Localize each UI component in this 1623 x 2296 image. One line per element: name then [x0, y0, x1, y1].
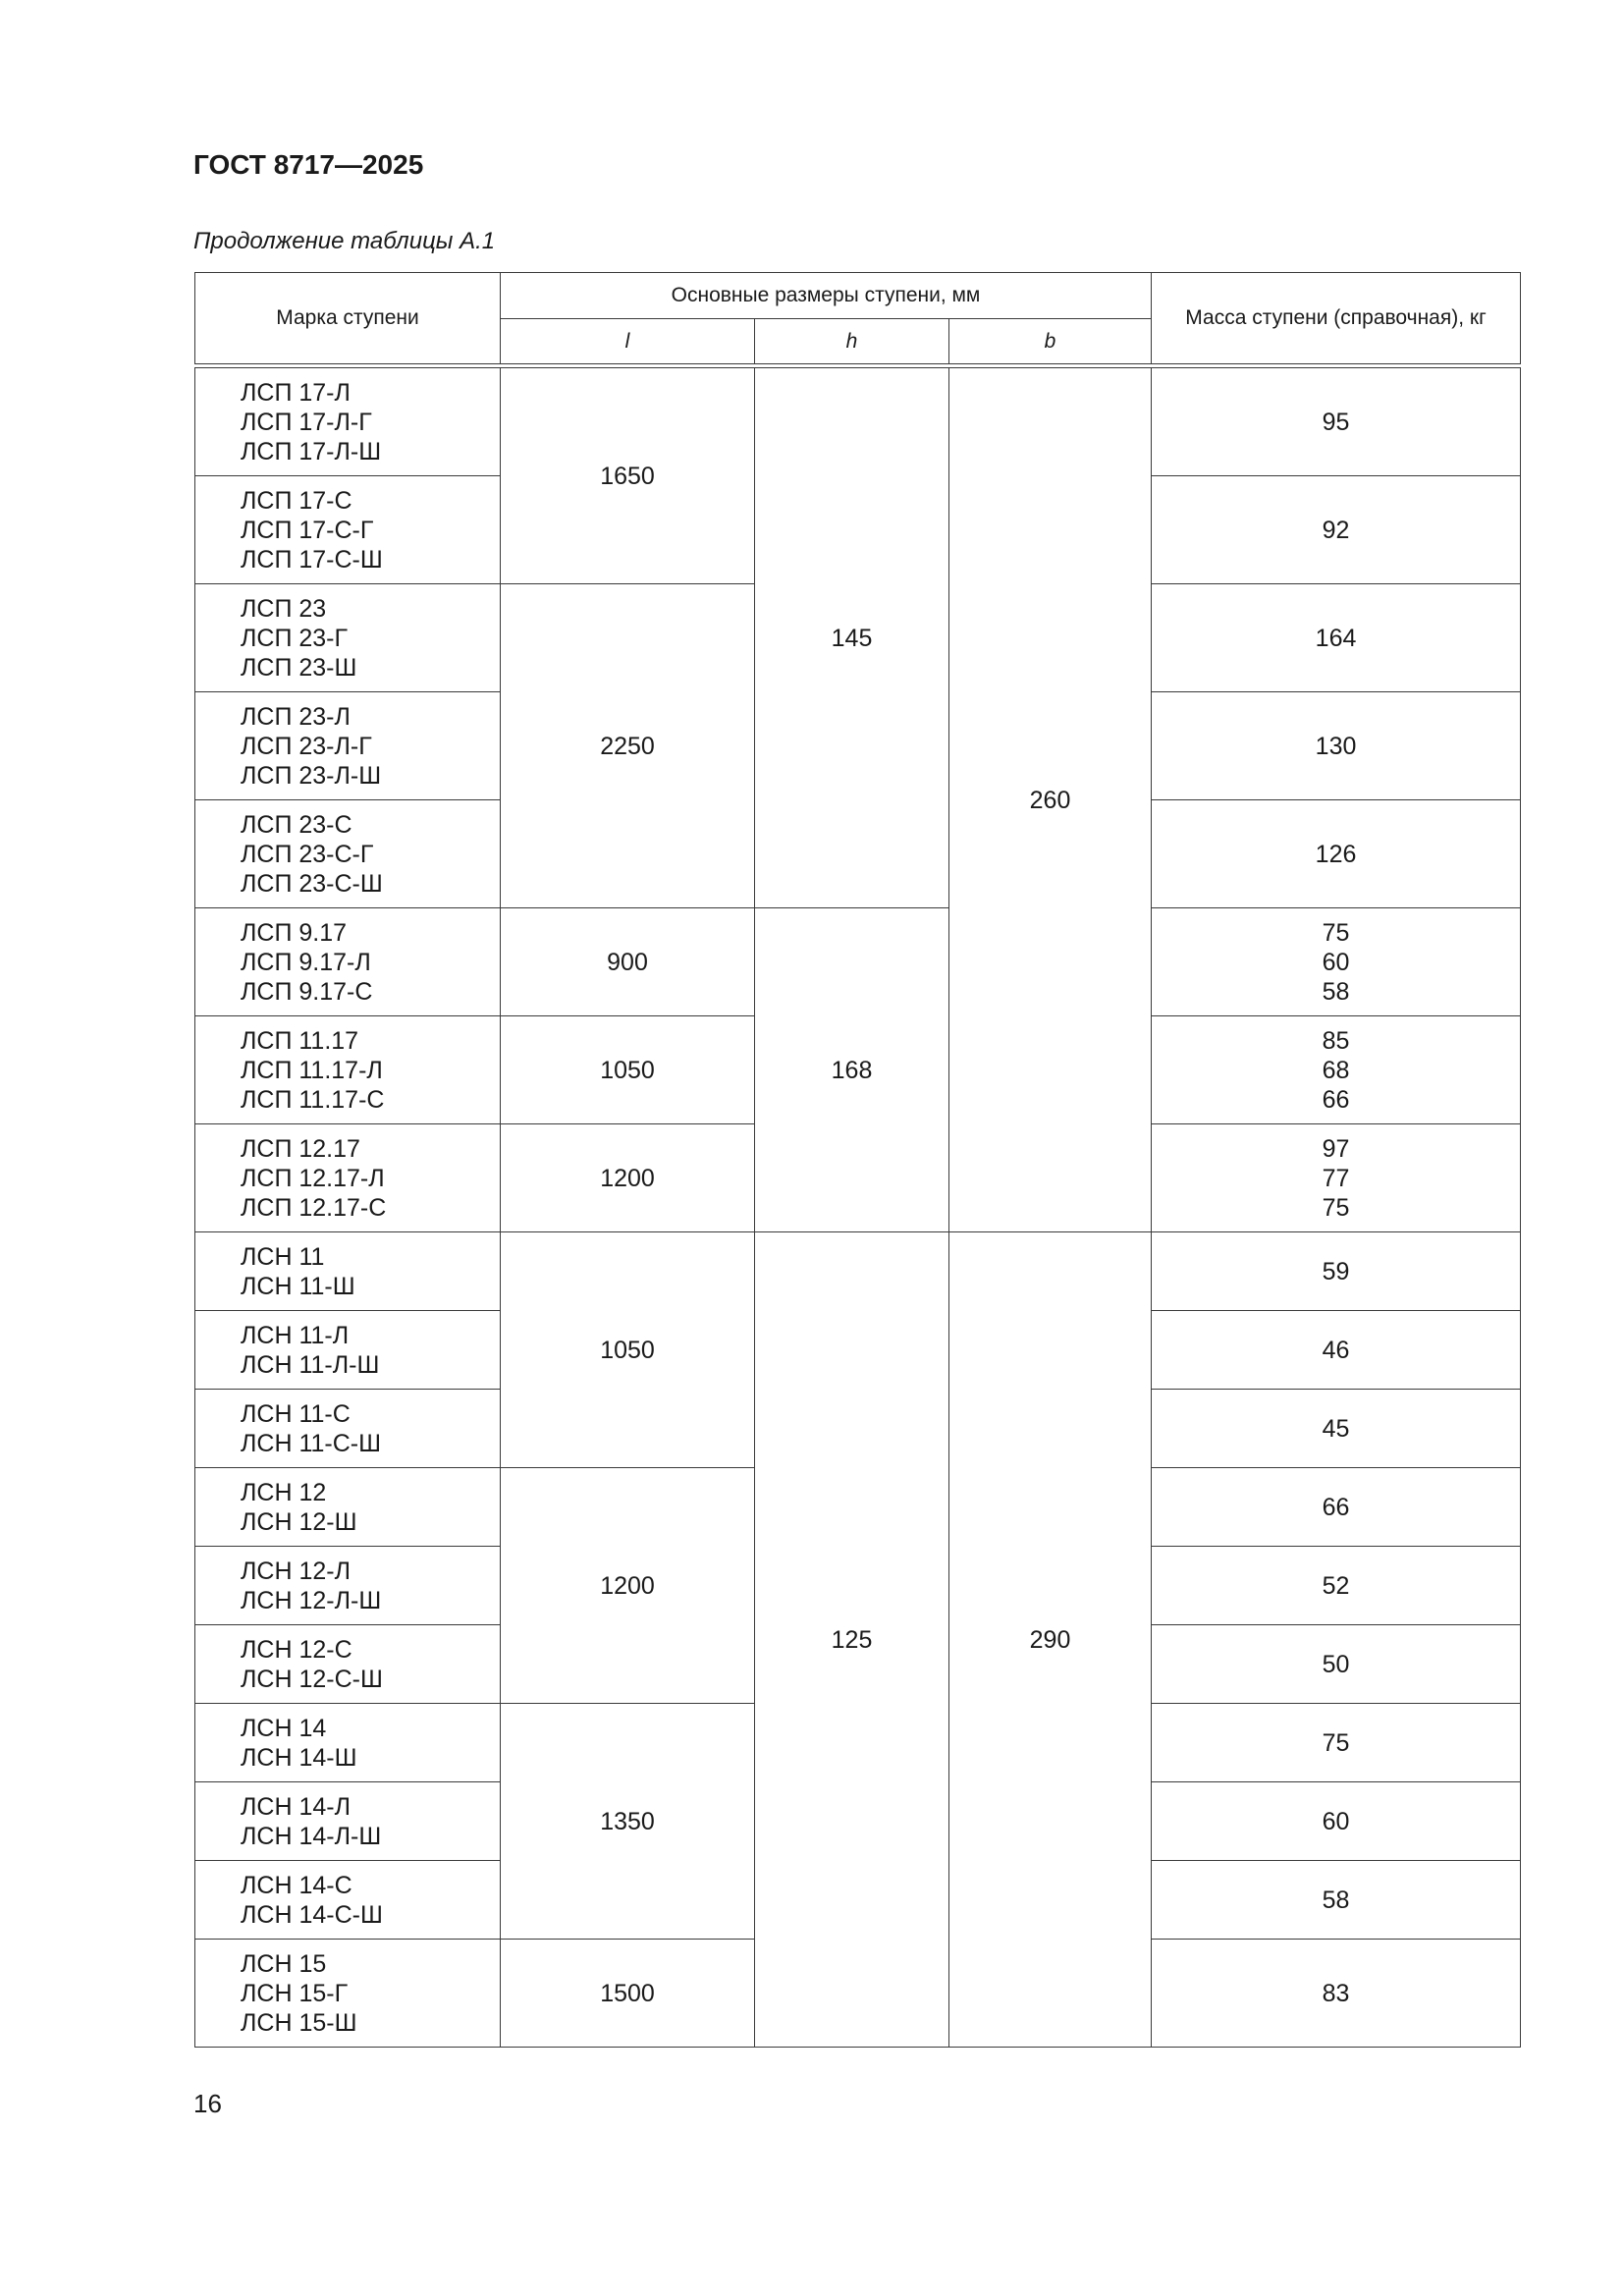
step-mark-label: ЛСП 23-Ш	[241, 653, 357, 682]
mark-cell	[195, 1124, 501, 1232]
mark-cell	[195, 1940, 501, 2048]
mass-value: 50	[1322, 1650, 1350, 1678]
step-mark-label: ЛСП 12.17-Л	[241, 1164, 385, 1192]
mass-cell	[1152, 1782, 1521, 1861]
mass-cell	[1152, 368, 1521, 476]
step-mark-label: ЛСП 9.17-С	[241, 977, 373, 1006]
mass-value: 68	[1322, 1056, 1350, 1084]
mass-value: 58	[1322, 977, 1350, 1006]
mass-value: 60	[1322, 948, 1350, 976]
l-cell: 1200	[501, 1124, 755, 1232]
l-cell: 900	[501, 908, 755, 1016]
step-mark-label: ЛСП 17-С-Г	[241, 516, 374, 544]
mass-cell	[1152, 1468, 1521, 1547]
step-mark-label: ЛСН 14-Л	[241, 1792, 351, 1821]
mass-value: 60	[1322, 1807, 1350, 1835]
h-cell: 168	[755, 908, 949, 1232]
mass-value: 46	[1322, 1336, 1350, 1364]
mark-cell	[195, 1468, 501, 1547]
mass-value: 66	[1322, 1085, 1350, 1114]
mass-cell	[1152, 1124, 1521, 1232]
mass-value: 75	[1322, 1728, 1350, 1757]
mass-cell	[1152, 476, 1521, 584]
mass-cell	[1152, 1861, 1521, 1940]
step-mark-label: ЛСП 23-Г	[241, 624, 349, 652]
mass-cell	[1152, 1940, 1521, 2048]
step-mark-label: ЛСН 15	[241, 1949, 327, 1978]
step-mark-label: ЛСН 12-С	[241, 1635, 352, 1664]
step-mark-label: ЛСП 17-Л-Ш	[241, 437, 382, 465]
mass-value: 66	[1322, 1493, 1350, 1521]
mark-cell	[195, 908, 501, 1016]
step-mark-label: ЛСН 12	[241, 1478, 327, 1506]
mass-cell	[1152, 692, 1521, 800]
mass-cell	[1152, 1547, 1521, 1625]
step-mark-label: ЛСП 23	[241, 594, 327, 623]
l-cell: 1650	[501, 368, 755, 584]
mark-cell	[195, 584, 501, 692]
step-mark-label: ЛСП 17-С	[241, 486, 352, 515]
document-title: ГОСТ 8717—2025	[193, 149, 424, 180]
mark-cell	[195, 800, 501, 908]
mass-value: 126	[1315, 840, 1357, 868]
step-mark-label: ЛСН 11-Ш	[241, 1272, 355, 1300]
mass-value: 92	[1322, 516, 1350, 544]
header-l: l	[501, 319, 755, 364]
header-h: h	[755, 319, 949, 364]
step-mark-label: ЛСН 12-Ш	[241, 1507, 357, 1536]
step-mark-label: ЛСП 12.17-С	[241, 1193, 387, 1222]
step-mark-label: ЛСП 12.17	[241, 1134, 360, 1163]
mass-cell	[1152, 1704, 1521, 1782]
step-mark-label: ЛСП 23-Л-Ш	[241, 761, 382, 790]
step-mark-label: ЛСП 23-Л	[241, 702, 351, 731]
mass-cell	[1152, 1232, 1521, 1311]
mark-cell	[195, 1782, 501, 1861]
mass-cell	[1152, 800, 1521, 908]
step-mark-label: ЛСН 14-С	[241, 1871, 352, 1899]
l-cell: 1500	[501, 1940, 755, 2048]
l-cell: 1050	[501, 1232, 755, 1468]
mass-value: 75	[1322, 918, 1350, 947]
step-mark-label: ЛСП 9.17-Л	[241, 948, 371, 976]
l-cell: 1350	[501, 1704, 755, 1940]
mark-cell	[195, 1547, 501, 1625]
mass-value: 58	[1322, 1886, 1350, 1914]
mass-cell	[1152, 584, 1521, 692]
mark-cell	[195, 1390, 501, 1468]
mark-cell	[195, 1016, 501, 1124]
step-mark-label: ЛСП 23-С-Ш	[241, 869, 383, 898]
mark-cell	[195, 1232, 501, 1311]
b-cell: 260	[949, 368, 1152, 1232]
step-mark-label: ЛСН 12-Л-Ш	[241, 1586, 382, 1614]
mass-cell	[1152, 1016, 1521, 1124]
step-mark-label: ЛСН 14-Л-Ш	[241, 1822, 382, 1850]
mark-cell	[195, 1311, 501, 1390]
mass-value: 130	[1315, 732, 1357, 760]
step-mark-label: ЛСП 11.17	[241, 1026, 359, 1055]
mark-cell	[195, 368, 501, 476]
header-dimensions: Основные размеры ступени, мм	[501, 273, 1152, 319]
mass-value: 164	[1315, 624, 1357, 652]
step-mark-label: ЛСН 11-С-Ш	[241, 1429, 382, 1457]
mark-cell	[195, 1625, 501, 1704]
step-mark-label: ЛСП 23-Л-Г	[241, 732, 372, 760]
mass-value: 75	[1322, 1193, 1350, 1222]
mass-value: 83	[1322, 1979, 1350, 2007]
step-mark-label: ЛСП 23-С	[241, 810, 352, 839]
mass-cell	[1152, 1311, 1521, 1390]
step-mark-label: ЛСП 23-С-Г	[241, 840, 374, 868]
h-cell: 145	[755, 368, 949, 908]
mark-cell	[195, 1704, 501, 1782]
step-mark-label: ЛСН 11-Л	[241, 1321, 350, 1349]
l-cell: 1200	[501, 1468, 755, 1704]
step-mark-label: ЛСП 17-Л	[241, 378, 351, 407]
h-cell: 125	[755, 1232, 949, 2048]
mass-cell	[1152, 908, 1521, 1016]
l-cell: 1050	[501, 1016, 755, 1124]
mass-value: 45	[1322, 1414, 1350, 1443]
page-number: 16	[193, 2089, 222, 2118]
step-mark-label: ЛСН 11-С	[241, 1399, 351, 1428]
mark-cell	[195, 692, 501, 800]
mass-value: 52	[1322, 1571, 1350, 1600]
l-cell: 2250	[501, 584, 755, 908]
step-mark-label: ЛСП 17-Л-Г	[241, 408, 372, 436]
mass-cell	[1152, 1625, 1521, 1704]
step-mark-label: ЛСН 15-Ш	[241, 2008, 357, 2037]
mass-value: 97	[1322, 1134, 1350, 1163]
mass-value: 95	[1322, 408, 1350, 436]
step-dimensions-table	[194, 272, 1521, 2048]
b-cell: 290	[949, 1232, 1152, 2048]
step-mark-label: ЛСП 11.17-С	[241, 1085, 385, 1114]
step-mark-label: ЛСН 14-Ш	[241, 1743, 357, 1772]
mass-value: 77	[1322, 1164, 1350, 1192]
mark-cell	[195, 476, 501, 584]
mass-value: 59	[1322, 1257, 1350, 1285]
header-b: b	[949, 319, 1152, 364]
mass-cell	[1152, 1390, 1521, 1468]
step-mark-label: ЛСП 11.17-Л	[241, 1056, 383, 1084]
step-mark-label: ЛСП 9.17	[241, 918, 348, 947]
table-caption: Продолжение таблицы А.1	[193, 228, 496, 254]
step-mark-label: ЛСП 17-С-Ш	[241, 545, 383, 574]
step-mark-label: ЛСН 11-Л-Ш	[241, 1350, 380, 1379]
step-mark-label: ЛСН 12-Л	[241, 1557, 351, 1585]
step-mark-label: ЛСН 11	[241, 1242, 325, 1271]
mark-cell	[195, 1861, 501, 1940]
step-mark-label: ЛСН 14-С-Ш	[241, 1900, 383, 1929]
step-mark-label: ЛСН 12-С-Ш	[241, 1665, 383, 1693]
step-mark-label: ЛСН 15-Г	[241, 1979, 349, 2007]
header-mass: Масса ступени (справочная), кг	[1152, 273, 1521, 364]
mass-value: 85	[1322, 1026, 1350, 1055]
header-mark: Марка ступени	[195, 273, 501, 364]
step-mark-label: ЛСН 14	[241, 1714, 327, 1742]
